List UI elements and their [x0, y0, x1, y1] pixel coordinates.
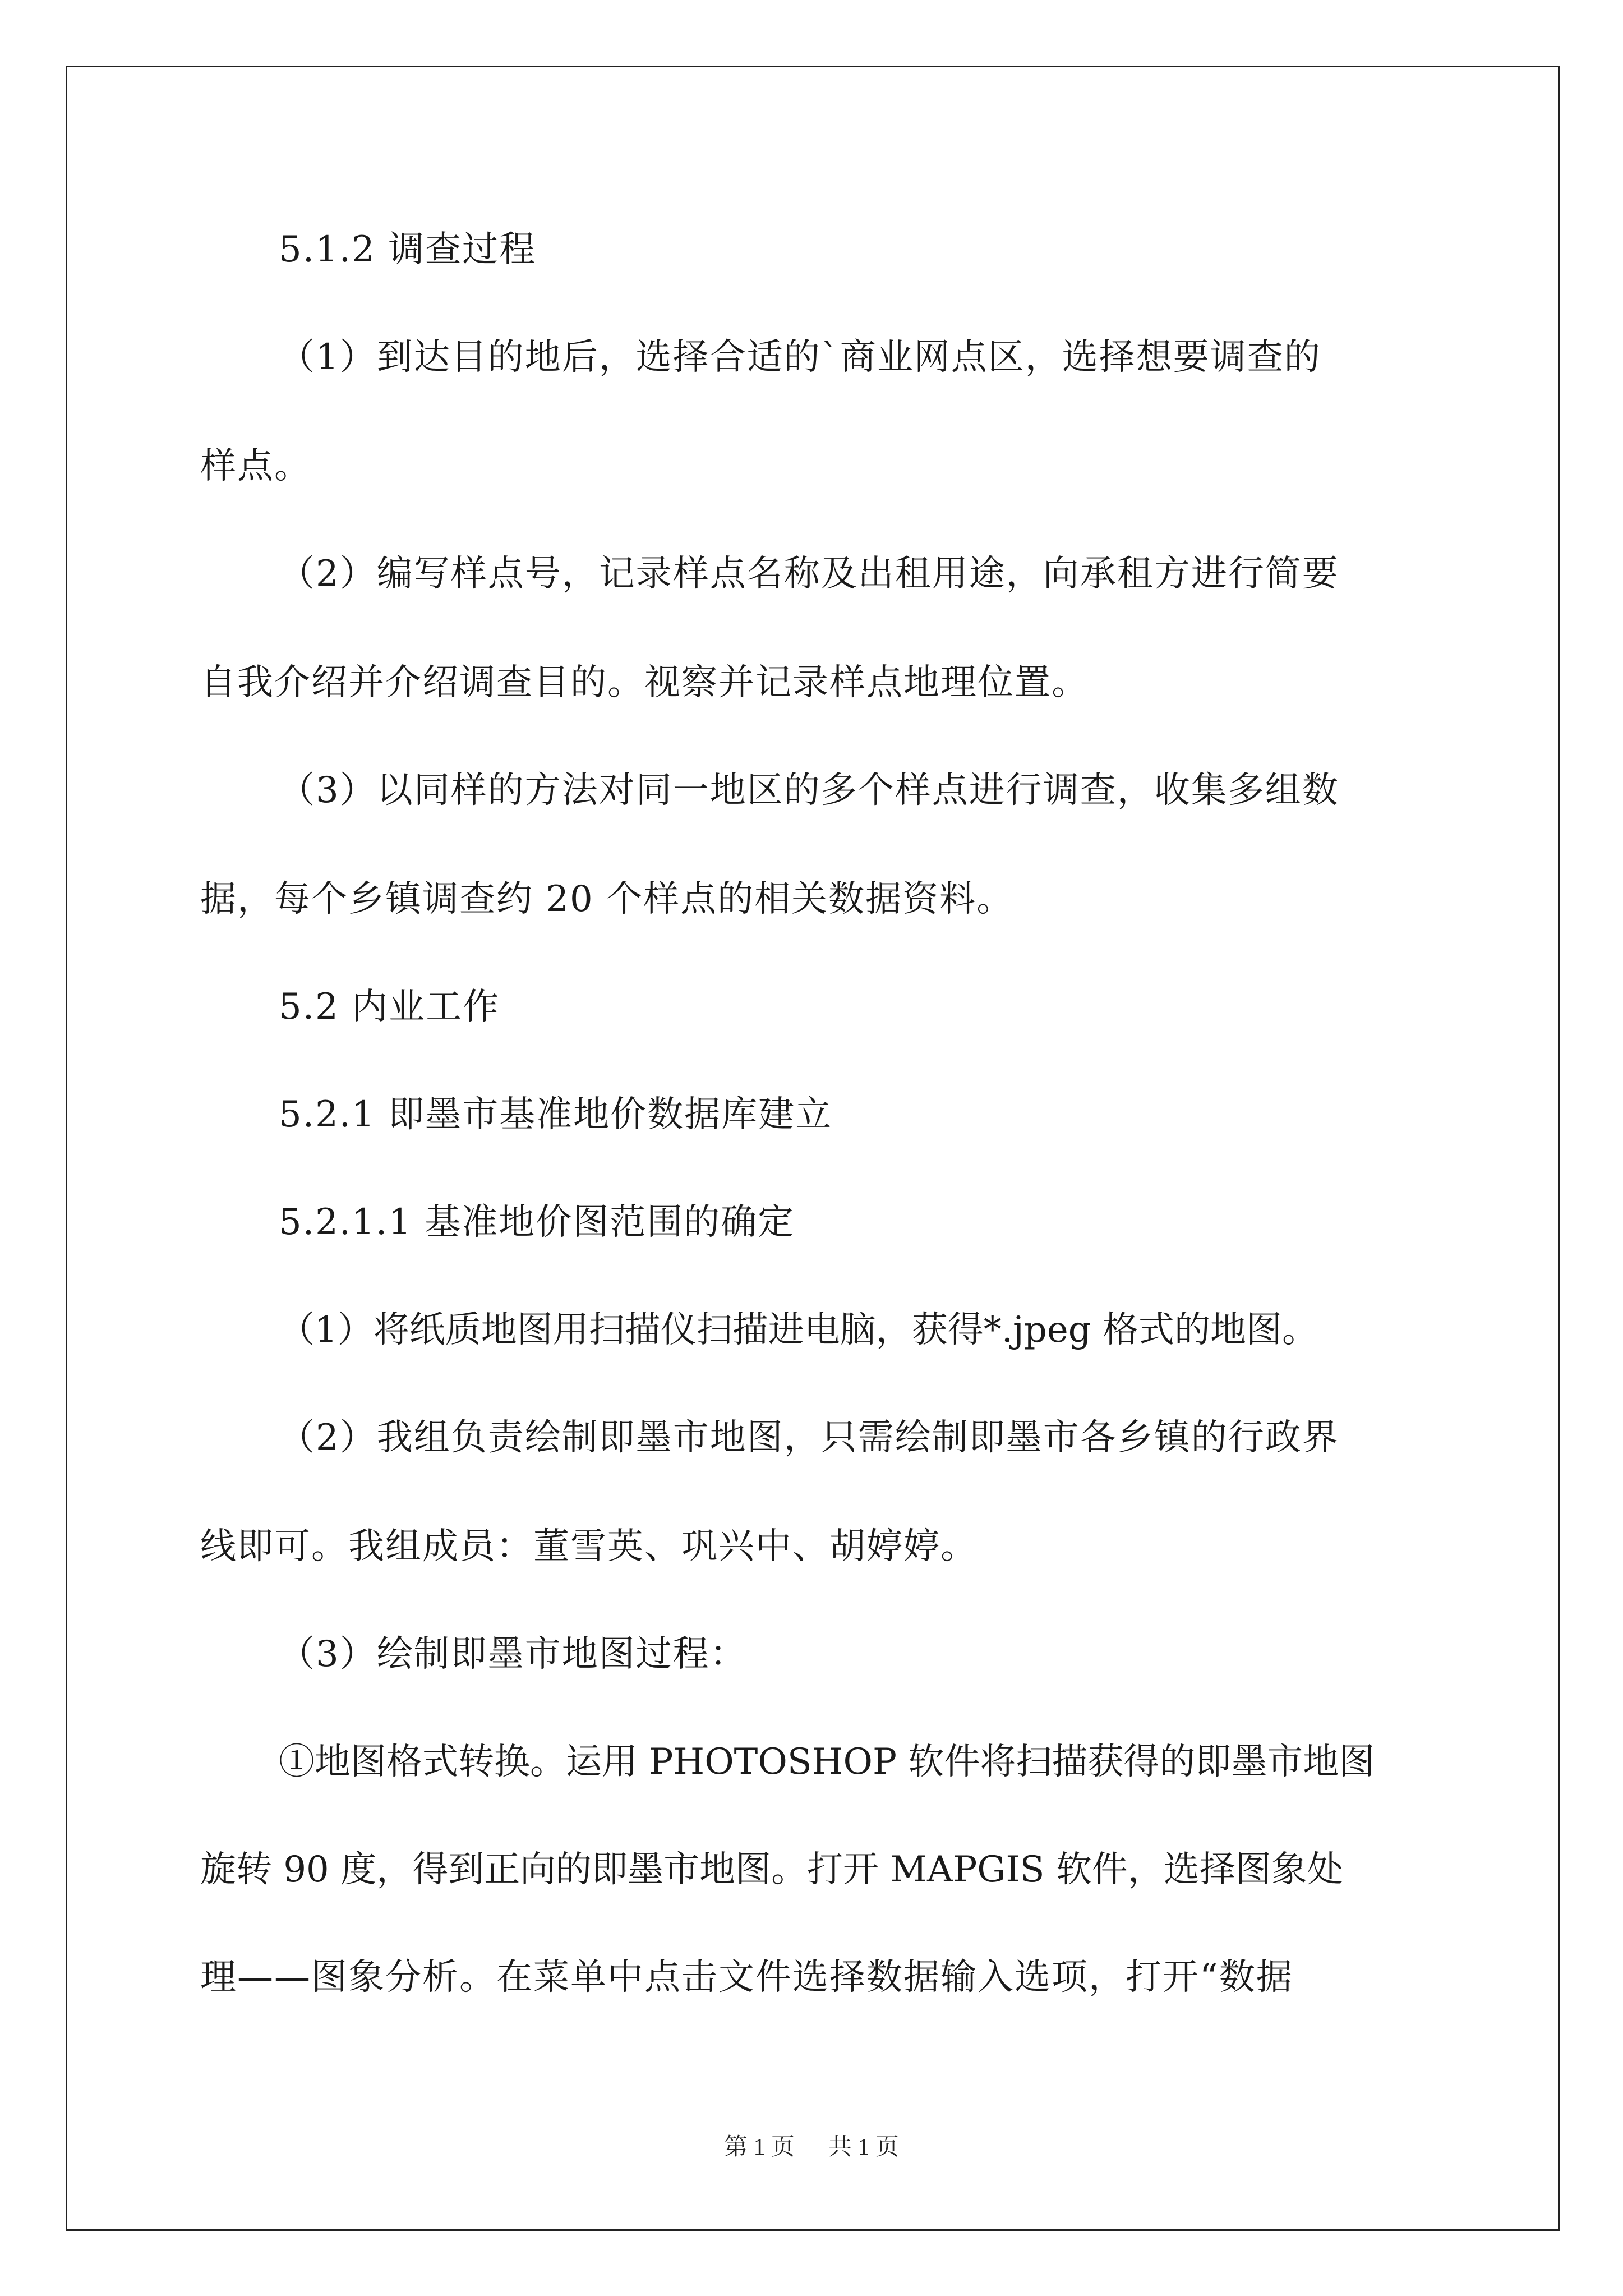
paragraph-line: （1）将纸质地图用扫描仪扫描进电脑，获得*.jpeg 格式的地图。	[279, 1309, 1318, 1351]
paragraph-line: 理——图象分析。在菜单中点击文件选择数据输入选项，打开“数据	[200, 1957, 1293, 1998]
paragraph-line: （3）绘制即墨市地图过程：	[279, 1634, 747, 1675]
paragraph-line: （3）以同样的方法对同一地区的多个样点进行调查，收集多组数	[279, 770, 1339, 811]
section-heading-5-1-2: 5.1.2 调查过程	[279, 229, 537, 270]
paragraph-line: 线即可。我组成员：董雪英、巩兴中、胡婷婷。	[200, 1526, 978, 1567]
paragraph-line: 旋转 90 度，得到正向的即墨市地图。打开 MAPGIS 软件，选择图象处	[200, 1849, 1343, 1890]
paragraph-line: ①地图格式转换。运用 PHOTOSHOP 软件将扫描获得的即墨市地图	[279, 1741, 1375, 1783]
page-border	[66, 66, 1560, 2231]
paragraph-line: 样点。	[200, 445, 311, 487]
paragraph-line: （2）编写样点号，记录样点名称及出租用途，向承租方进行简要	[279, 553, 1339, 595]
page-footer	[0, 2136, 1623, 2159]
section-heading-5-2: 5.2 内业工作	[279, 986, 500, 1028]
page-total: 共 1 页	[828, 2134, 900, 2160]
page-number: 第 1 页	[723, 2134, 795, 2160]
section-heading-5-2-1-1: 5.2.1.1 基准地价图范围的确定	[279, 1202, 795, 1243]
paragraph-line: 据，每个乡镇调查约 20 个样点的相关数据资料。	[200, 878, 1014, 920]
paragraph-line: （1）到达目的地后，选择合适的`商业网点区，选择想要调查的	[279, 337, 1321, 378]
section-heading-5-2-1: 5.2.1 即墨市基准地价数据库建立	[279, 1094, 833, 1135]
paragraph-line: 自我介绍并介绍调查目的。视察并记录样点地理位置。	[200, 662, 1089, 703]
paragraph-line: （2）我组负责绘制即墨市地图，只需绘制即墨市各乡镇的行政界	[279, 1417, 1339, 1458]
